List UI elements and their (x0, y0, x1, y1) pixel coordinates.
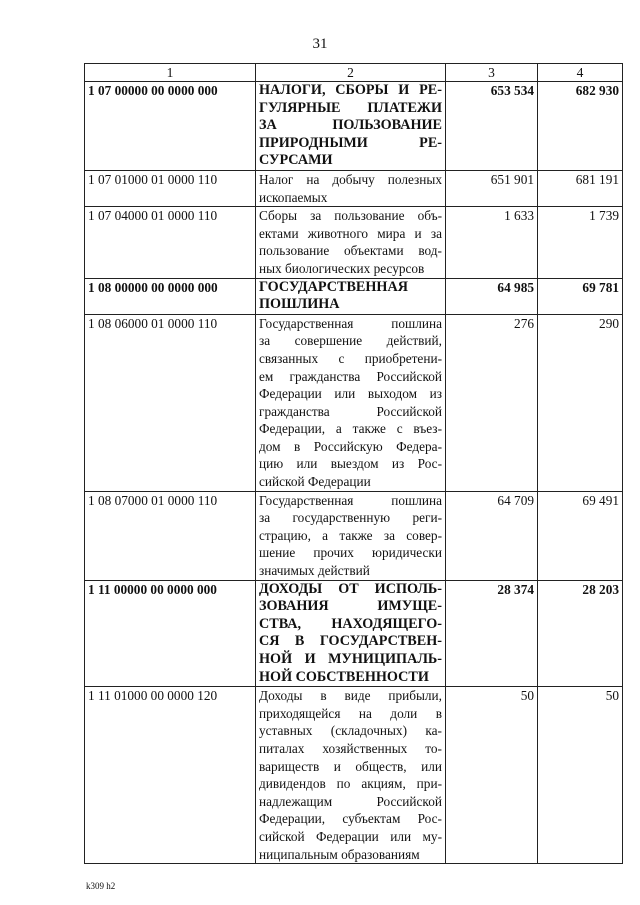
description-line: сийской Федерации или му- (259, 828, 442, 844)
page-number: 31 (312, 36, 328, 52)
description-line: за совершение действий, (259, 333, 442, 349)
row-code: 1 07 01000 01 0000 110 (85, 170, 256, 206)
row-value-col4: 50 (538, 687, 623, 864)
row-value-col4: 290 (538, 314, 623, 491)
row-value-col3: 651 901 (446, 170, 538, 206)
row-value-col3: 50 (446, 687, 538, 864)
description-line: Государственная пошлина (259, 492, 442, 508)
description-line: Доходы в виде прибыли, (259, 688, 442, 704)
description-line: СТВА, НАХОДЯЩЕГО- (259, 615, 442, 632)
row-description (256, 278, 446, 314)
table-row (85, 82, 623, 171)
row-code: 1 07 00000 00 0000 000 (85, 82, 256, 171)
row-description (256, 82, 446, 171)
row-code: 1 07 04000 01 0000 110 (85, 207, 256, 278)
row-code: 1 08 00000 00 0000 000 (85, 278, 256, 314)
row-description (256, 170, 446, 206)
description-line: связанных с приобретени- (259, 350, 442, 366)
description-line: Федерации, а также с въез- (259, 421, 442, 437)
description-line: сийской Федерации (259, 474, 371, 490)
table-row (85, 491, 623, 580)
description-line: СУРСАМИ (259, 152, 333, 169)
row-value-col4: 682 930 (538, 82, 623, 171)
row-code: 1 08 07000 01 0000 110 (85, 491, 256, 580)
row-value-col3: 1 633 (446, 207, 538, 278)
row-code: 1 11 01000 00 0000 120 (85, 687, 256, 864)
row-value-col4: 69 491 (538, 491, 623, 580)
row-description (256, 491, 446, 580)
description-line: цию или выездом из Рос- (259, 456, 442, 472)
description-line: питалах хозяйственных то- (259, 740, 442, 756)
description-line: НОЙ И МУНИЦИПАЛЬ- (259, 651, 442, 667)
description-line: ных биологических ресурсов (259, 260, 425, 276)
row-value-col3: 64 709 (446, 491, 538, 580)
description-line: шение прочих юридически (259, 545, 442, 561)
description-line: ископаемых (259, 189, 328, 205)
description-line: уставных (складочных) ка- (259, 723, 442, 739)
table-row (85, 207, 623, 278)
row-description (256, 687, 446, 864)
description-line: ГОСУДАРСТВЕННАЯ (259, 278, 408, 295)
description-line: ниципальным образованиям (259, 846, 420, 862)
description-line: дом в Российскую Федера- (259, 438, 442, 454)
description-line: Сборы за пользование объ- (259, 208, 442, 224)
row-value-col4: 1 739 (538, 207, 623, 278)
table-row (85, 314, 623, 491)
row-description (256, 580, 446, 687)
description-line: Федерации или выходом из (259, 386, 442, 402)
description-line: гражданства Российской (259, 403, 442, 419)
description-line: приходящейся на доли в (259, 705, 442, 721)
footer-code: k309 h2 (86, 881, 116, 891)
description-line: значимых действий (259, 563, 370, 579)
description-line: ектами животного мира и за (259, 225, 442, 241)
description-line: Налог на добычу полезных (259, 171, 442, 187)
column-header-4: 4 (538, 64, 623, 82)
description-line: НАЛОГИ, СБОРЫ И РЕ- (259, 82, 442, 98)
description-line: вариществ и обществ, или (259, 758, 442, 774)
description-line: СЯ В ГОСУДАРСТВЕН- (259, 633, 442, 650)
description-line: ЗОВАНИЯ ИМУЩЕ- (259, 598, 442, 615)
row-description (256, 314, 446, 491)
description-line: ПОШЛИНА (259, 296, 340, 313)
row-value-col4: 28 203 (538, 580, 623, 687)
description-line: Государственная пошлина (259, 315, 442, 331)
row-code: 1 08 06000 01 0000 110 (85, 314, 256, 491)
row-value-col3: 276 (446, 314, 538, 491)
table-header-row (85, 64, 623, 82)
row-value-col3: 653 534 (446, 82, 538, 171)
description-line: ДОХОДЫ ОТ ИСПОЛЬ- (259, 580, 442, 597)
row-value-col4: 69 781 (538, 278, 623, 314)
description-line: страцию, а также за совер- (259, 527, 442, 543)
table-row (85, 278, 623, 314)
row-code: 1 11 00000 00 0000 000 (85, 580, 256, 687)
row-value-col3: 28 374 (446, 580, 538, 687)
description-line: ГУЛЯРНЫЕ ПЛАТЕЖИ (259, 99, 442, 116)
column-header-3: 3 (446, 64, 538, 82)
description-line: ПРИРОДНЫМИ РЕ- (259, 134, 442, 151)
description-line: НОЙ СОБСТВЕННОСТИ (259, 668, 429, 685)
description-line: за государственную реги- (259, 510, 442, 526)
description-line: ЗА ПОЛЬЗОВАНИЕ (259, 117, 442, 134)
description-line: пользование объектами вод- (259, 243, 442, 259)
description-line: надлежащим Российской (259, 793, 442, 809)
description-line: ем гражданства Российской (259, 368, 442, 384)
description-line: дивидендов по акциям, при- (259, 776, 442, 792)
column-header-2: 2 (256, 64, 446, 82)
table-row (85, 580, 623, 687)
row-value-col3: 64 985 (446, 278, 538, 314)
description-line: Федерации, субъектам Рос- (259, 811, 442, 827)
column-header-1: 1 (85, 64, 256, 82)
table-row (85, 687, 623, 864)
budget-table (84, 63, 623, 864)
row-description (256, 207, 446, 278)
row-value-col4: 681 191 (538, 170, 623, 206)
table-row (85, 170, 623, 206)
